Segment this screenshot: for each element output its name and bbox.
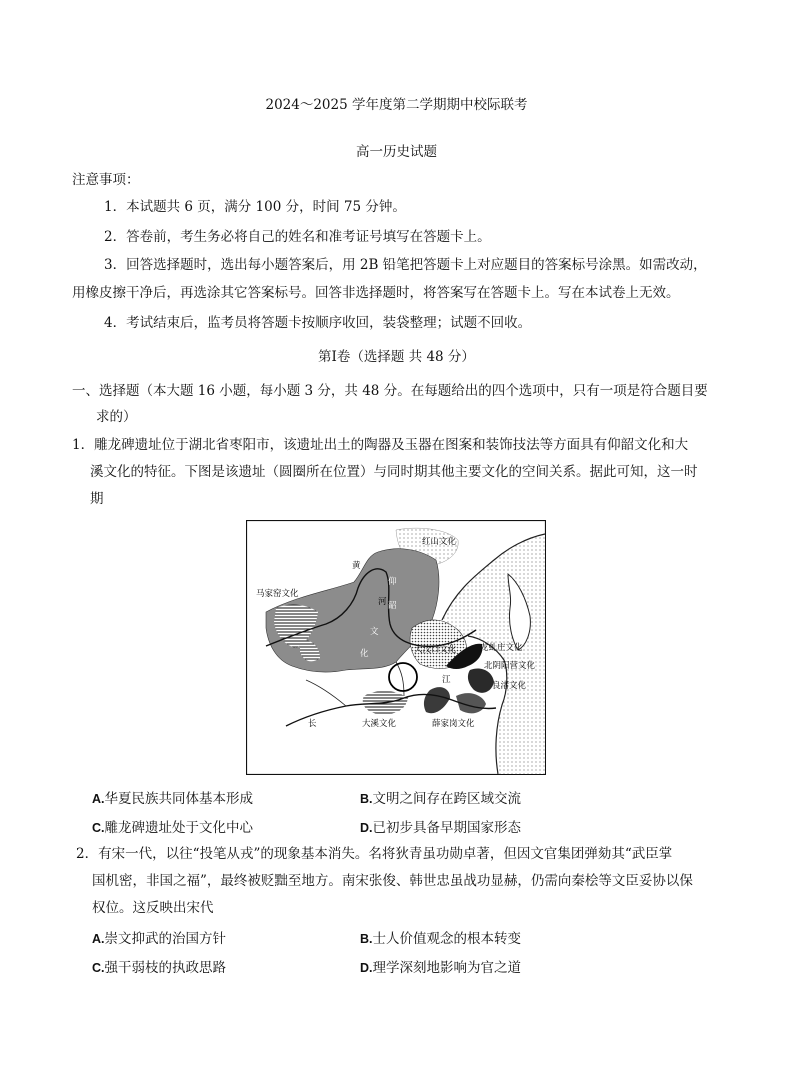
- notice-heading: 注意事项：: [72, 172, 140, 188]
- map-label-yang: 仰: [388, 577, 397, 587]
- q1-stem-line1: 1．雕龙碑遗址位于湖北省枣阳市，该遗址出土的陶器及玉器在图案和装饰技法等方面具有仰韶文化和大: [72, 437, 689, 453]
- map-label-chang: 长: [308, 719, 317, 729]
- map-label-jiang: 江: [442, 675, 451, 685]
- subject-title: 高一历史试题: [356, 144, 437, 160]
- q2-option-a-text: 崇文抑武的治国方针: [104, 931, 226, 947]
- q2-option-a-key: A.: [92, 932, 105, 946]
- map-label-wen: 文: [370, 627, 379, 637]
- q1-option-b[interactable]: [360, 787, 521, 807]
- map-label-he: 河: [378, 597, 387, 607]
- map-label-longqiuzhuang: 龙虬庄文化: [480, 643, 523, 653]
- q1-option-b-key: B.: [360, 792, 373, 806]
- map-label-liangzhu: 良渚文化: [492, 681, 527, 691]
- q1-option-d[interactable]: [360, 816, 521, 836]
- notice-item-1: 1．本试题共 6 页，满分 100 分，时间 75 分钟。: [104, 199, 406, 215]
- q1-option-c-key: C.: [92, 821, 105, 835]
- q2-option-b[interactable]: [360, 927, 521, 947]
- section-title: 第Ⅰ卷（选择题 共 48 分）: [318, 349, 475, 365]
- q1-option-c-text: 雕龙碑遗址处于文化中心: [104, 820, 253, 836]
- q1-option-d-text: 已初步具备早期国家形态: [372, 820, 521, 836]
- map-label-majiayao: 马家窑文化: [256, 589, 299, 599]
- q2-option-c[interactable]: [92, 956, 226, 976]
- culture-map: [246, 520, 546, 775]
- q1-option-a[interactable]: [92, 787, 253, 807]
- q1-option-b-text: 文明之间存在跨区域交流: [372, 791, 521, 807]
- map-label-huang: 黄: [352, 561, 361, 571]
- q2-option-d-text: 理学深刻地影响为官之道: [372, 960, 521, 976]
- notice-item-3: 3．回答选择题时，选出每小题答案后，用 2B 铅笔把答题卡上对应题目的答案标号涂黑。如需改动，: [104, 257, 707, 273]
- q2-option-b-key: B.: [360, 932, 373, 946]
- q2-stem-line1: 2．有宋一代，以往“投笔从戎”的现象基本消失。名将狄青虽功勋卓著，但因文官集团弹劾其“武臣掌: [76, 846, 673, 862]
- q2-stem-line2: 国机密，非国之福”，最终被贬黜至地方。南宋张俊、韩世忠虽战功显赫，仍需向秦桧等文臣妥协以保: [92, 873, 693, 889]
- q2-option-d-key: D.: [360, 961, 373, 975]
- q1-stem-line2: 溪文化的特征。下图是该遗址（圆圈所在位置）与同时期其他主要文化的空间关系。据此可知，这一时: [90, 464, 698, 480]
- section-instruction-cont: 求的）: [96, 409, 137, 425]
- notice-item-4: 4．考试结束后，监考员将答题卡按顺序收回，装袋整理；试题不回收。: [104, 315, 532, 331]
- section-instruction: 一、选择题（本大题 16 小题，每小题 3 分，共 48 分。在每题给出的四个选项中，只有一项是符合题目要: [72, 383, 708, 399]
- q2-option-a[interactable]: [92, 927, 226, 947]
- q1-option-a-text: 华夏民族共同体基本形成: [104, 791, 253, 807]
- map-label-xuejiagang: 薛家岗文化: [432, 719, 475, 729]
- q2-option-d[interactable]: [360, 956, 521, 976]
- map-label-daxi: 大溪文化: [362, 719, 397, 729]
- q2-option-b-text: 士人价值观念的根本转变: [372, 931, 521, 947]
- map-label-shao: 韶: [388, 601, 397, 611]
- q1-option-a-key: A.: [92, 792, 105, 806]
- q2-option-c-text: 强干弱枝的执政思路: [104, 960, 226, 976]
- q1-option-d-key: D.: [360, 821, 373, 835]
- map-label-hongshan: 红山文化: [422, 537, 457, 547]
- q2-option-c-key: C.: [92, 961, 105, 975]
- q1-option-c[interactable]: [92, 816, 253, 836]
- map-label-dawenkou: 大汶口文化: [414, 645, 457, 655]
- notice-item-2: 2．答卷前，考生务必将自己的姓名和准考证号填写在答题卡上。: [104, 229, 491, 245]
- notice-item-3-cont: 用橡皮擦干净后，再选涂其它答案标号。回答非选择题时，将答案写在答题卡上。写在本试卷上无效。: [72, 285, 680, 301]
- map-label-beiyinyang: 北阴阳营文化: [484, 661, 536, 671]
- q1-stem-line3: 期: [90, 491, 104, 507]
- q2-stem-line3: 权位。这反映出宋代: [92, 900, 214, 916]
- map-label-hua: 化: [360, 649, 369, 659]
- exam-title: 2024～2025 学年度第二学期期中校际联考: [265, 97, 528, 113]
